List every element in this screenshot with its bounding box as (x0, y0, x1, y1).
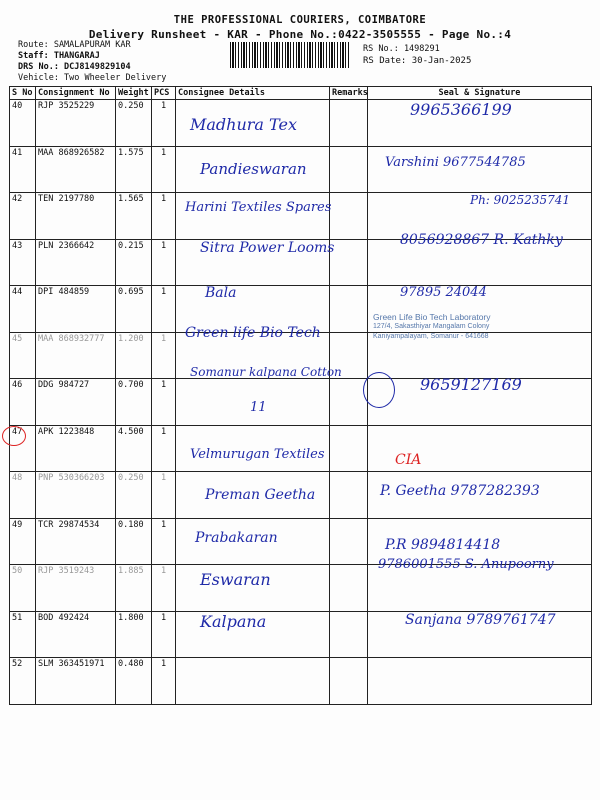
sno-cell: 50 (10, 565, 36, 612)
weight-cell: 1.885 (116, 565, 152, 612)
weight-cell: 1.575 (116, 146, 152, 193)
sno-cell: 43 (10, 239, 36, 286)
weight-cell: 0.215 (116, 239, 152, 286)
weight-cell: 1.800 (116, 611, 152, 658)
pcs-cell: 1 (152, 332, 176, 379)
handwritten-consignee: Prabakaran (195, 530, 278, 546)
consignment-cell: BOD 492424 (36, 611, 116, 658)
weight-cell: 1.565 (116, 193, 152, 240)
handwritten-consignee: Somanur kalpana Cotton (190, 365, 342, 379)
col-pcs: PCS (152, 87, 176, 100)
col-consignment: Consignment No (36, 87, 116, 100)
remarks-cell (330, 472, 368, 519)
weight-cell: 0.480 (116, 658, 152, 705)
weight-cell: 0.180 (116, 518, 152, 565)
handwritten-signature: P. Geetha 9787282393 (380, 483, 540, 499)
pcs-cell: 1 (152, 146, 176, 193)
pcs-cell: 1 (152, 379, 176, 426)
weight-cell: 1.200 (116, 332, 152, 379)
remarks-cell (330, 425, 368, 472)
sno-cell: 45 (10, 332, 36, 379)
handwritten-consignee: Velmurugan Textiles (190, 447, 325, 462)
weight-cell: 4.500 (116, 425, 152, 472)
weight-cell: 0.250 (116, 472, 152, 519)
consignment-cell: MAA 868926582 (36, 146, 116, 193)
consignment-cell: TEN 2197780 (36, 193, 116, 240)
handwritten-signature: P.R 9894814418 (385, 537, 501, 553)
pcs-cell: 1 (152, 286, 176, 333)
pcs-cell: 1 (152, 472, 176, 519)
ink-circle-mark (363, 372, 395, 408)
sno-cell: 42 (10, 193, 36, 240)
remarks-cell (330, 146, 368, 193)
handwritten-consignee: Sitra Power Looms (200, 240, 335, 256)
remarks-cell (330, 193, 368, 240)
pcs-cell: 1 (152, 565, 176, 612)
handwritten-signature: 9659127169 (420, 375, 522, 394)
pcs-cell: 1 (152, 100, 176, 147)
handwritten-consignee: 11 (250, 400, 267, 415)
staff-label: Staff: THANGARAJ (18, 51, 100, 61)
company-title: THE PROFESSIONAL COURIERS, COIMBATORE (173, 14, 427, 26)
company-stamp: Green Life Bio Tech Laboratory 127/4, Sakasthiyar Mangalam Colony Kaniyampalayam, Somanur - 641668 (373, 312, 491, 340)
pcs-cell: 1 (152, 239, 176, 286)
handwritten-consignee: Preman Geetha (205, 487, 316, 503)
sno-cell: 40 (10, 100, 36, 147)
red-circle-mark (2, 426, 26, 446)
handwritten-signature: 9786001555 S. Anupoorny (378, 557, 554, 572)
handwritten-signature: CIA (395, 452, 422, 468)
drs-number: DRS No.: DCJ8149829104 (18, 62, 131, 72)
sno-cell: 44 (10, 286, 36, 333)
sno-cell: 47 (10, 425, 36, 472)
consignment-cell: DDG 984727 (36, 379, 116, 426)
consignment-cell: PLN 2366642 (36, 239, 116, 286)
handwritten-consignee: Green life Bio Tech (185, 325, 321, 341)
consignment-cell: TCR 29874534 (36, 518, 116, 565)
handwritten-consignee: Madhura Tex (190, 115, 297, 134)
handwritten-consignee: Pandieswaran (200, 160, 307, 178)
consignment-cell: RJP 3519243 (36, 565, 116, 612)
sno-cell: 51 (10, 611, 36, 658)
col-consignee: Consignee Details (176, 87, 330, 100)
pcs-cell: 1 (152, 518, 176, 565)
remarks-cell (330, 518, 368, 565)
handwritten-signature: Varshini 9677544785 (385, 155, 526, 170)
handwritten-signature: Sanjana 9789761747 (405, 612, 556, 628)
col-sno: S No (10, 87, 36, 100)
pcs-cell: 1 (152, 658, 176, 705)
remarks-cell (330, 286, 368, 333)
rs-date: RS Date: 30-Jan-2025 (363, 56, 472, 66)
consignment-cell: APK 1223848 (36, 425, 116, 472)
remarks-cell (330, 565, 368, 612)
pcs-cell: 1 (152, 611, 176, 658)
runsheet-subtitle: Delivery Runsheet - KAR - Phone No.:0422-3505555 - Page No.:4 (88, 28, 512, 41)
remarks-cell (330, 239, 368, 286)
sno-cell: 46 (10, 379, 36, 426)
rs-number: RS No.: 1498291 (363, 44, 440, 54)
remarks-cell (330, 658, 368, 705)
sno-cell: 52 (10, 658, 36, 705)
col-remarks: Remarks (330, 87, 368, 100)
sno-cell: 49 (10, 518, 36, 565)
weight-cell: 0.250 (116, 100, 152, 147)
handwritten-signature: 9965366199 (410, 100, 512, 119)
col-signature: Seal & Signature (368, 87, 592, 100)
consignee-cell (176, 658, 330, 705)
consignment-cell: PNP 530366203 (36, 472, 116, 519)
remarks-cell (330, 100, 368, 147)
consignment-cell: MAA 868932777 (36, 332, 116, 379)
handwritten-signature: 97895 24044 (400, 285, 487, 300)
col-weight: Weight (116, 87, 152, 100)
handwritten-consignee: Kalpana (200, 612, 267, 631)
barcode-image (230, 42, 350, 68)
handwritten-consignee: Harini Textiles Spares (185, 200, 332, 215)
weight-cell: 0.700 (116, 379, 152, 426)
handwritten-consignee: Bala (205, 285, 237, 301)
route-label: Route: SAMALAPURAM KAR (18, 40, 131, 50)
consignment-cell: SLM 363451971 (36, 658, 116, 705)
vehicle-label: Vehicle: Two Wheeler Delivery (18, 73, 167, 83)
consignment-cell: DPI 484859 (36, 286, 116, 333)
table-header-row (10, 87, 592, 100)
handwritten-signature: Ph: 9025235741 (470, 193, 571, 207)
remarks-cell (330, 611, 368, 658)
signature-cell (368, 658, 592, 705)
handwritten-signature: 8056928867 R. Kathky (400, 232, 563, 248)
pcs-cell: 1 (152, 425, 176, 472)
sno-cell: 41 (10, 146, 36, 193)
sno-cell: 48 (10, 472, 36, 519)
pcs-cell: 1 (152, 193, 176, 240)
consignment-cell: RJP 3525229 (36, 100, 116, 147)
weight-cell: 0.695 (116, 286, 152, 333)
remarks-cell (330, 379, 368, 426)
table-row (10, 658, 592, 705)
handwritten-consignee: Eswaran (200, 570, 271, 589)
